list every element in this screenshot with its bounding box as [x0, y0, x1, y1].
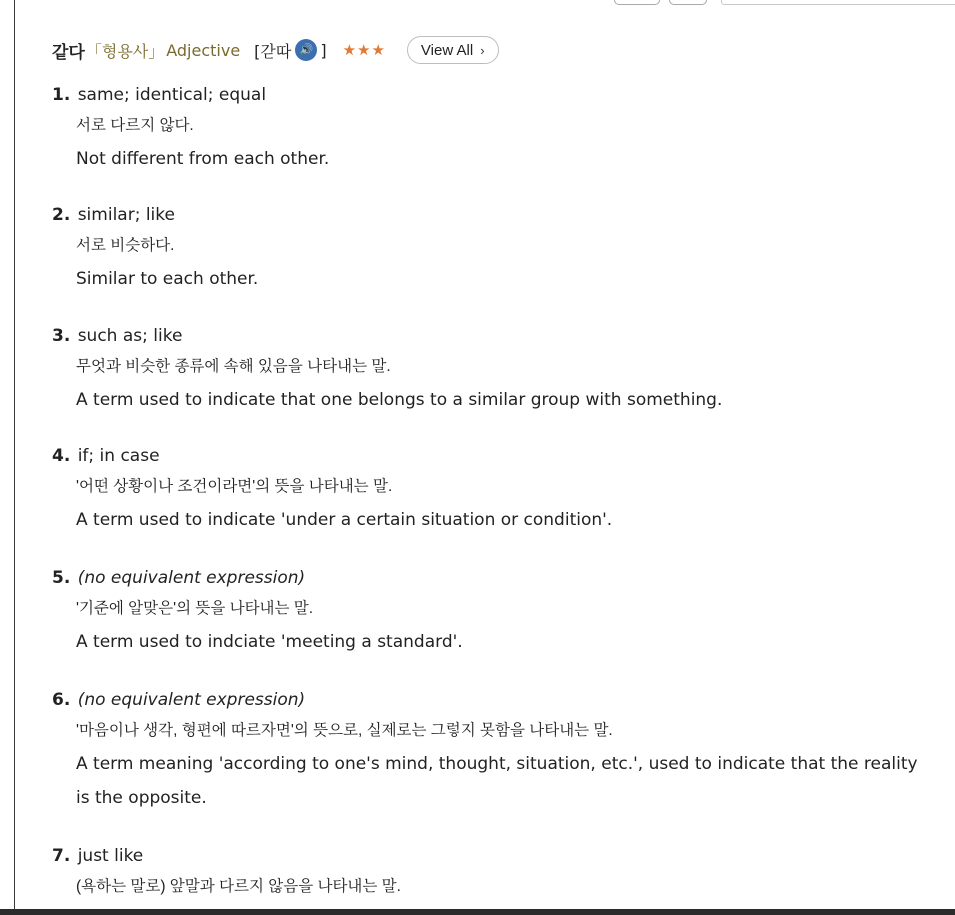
definition-english: A term used to indicate that one belongs to a similar group with something. [76, 390, 723, 410]
view-all-label: View All [420, 41, 474, 59]
definition-korean: 서로 다르지 않다. [76, 117, 194, 134]
pronunciation-text: [갇따 [254, 41, 292, 61]
definition-korean: (욕하는 말로) 앞말과 다르지 않음을 나타내는 말. [76, 878, 401, 895]
view-all-button[interactable] [407, 36, 499, 64]
sense-equivalent: (no equivalent expression) [77, 568, 306, 588]
sense-item [52, 203, 932, 296]
speaker-icon[interactable]: 🔊 [295, 39, 317, 61]
search-input[interactable] [721, 0, 955, 5]
sense-number: 5. [52, 568, 71, 588]
definition-english: Not different from each other. [76, 149, 330, 169]
bottom-border [0, 909, 955, 915]
sense-equivalent: similar; like [77, 205, 175, 225]
sense-number: 1. [52, 85, 71, 105]
definition-english: A term meaning 'according to one's mind, thought, situation, etc.', used to indicate that the reality is the opposite. [76, 754, 918, 808]
pronunciation-close: ] [320, 40, 327, 60]
sense-item [52, 444, 932, 537]
sense-equivalent: (no equivalent expression) [77, 690, 306, 710]
sense-equivalent: if; in case [77, 446, 160, 466]
pronunciation [254, 39, 326, 62]
vocabulary-level-stars: ★★★ [342, 41, 386, 59]
definition-korean: '마음이나 생각, 형편에 따르자면'의 뜻으로, 실제로는 그렇지 못함을 나타내는 말. [76, 722, 613, 739]
definition-english: Similar to each other. [76, 269, 259, 289]
sense-number: 4. [52, 446, 71, 466]
sense-number: 3. [52, 326, 71, 346]
definition-english: A term used to indciate 'meeting a standard'. [76, 632, 463, 652]
toolbar-button[interactable] [669, 0, 707, 5]
sense-item [52, 566, 932, 659]
sense-item [52, 844, 932, 902]
chevron-right-icon: › [480, 42, 485, 58]
definition-korean: '기준에 알맞은'의 뜻을 나타내는 말. [76, 600, 314, 617]
sense-number: 2. [52, 205, 71, 225]
entry-header [52, 36, 499, 64]
sense-number: 7. [52, 846, 71, 866]
sense-item [52, 688, 932, 815]
sense-equivalent: such as; like [77, 326, 183, 346]
sense-equivalent: just like [77, 846, 144, 866]
definition-korean: 무엇과 비슷한 종류에 속해 있음을 나타내는 말. [76, 358, 391, 375]
definition-english: A term used to indicate 'under a certain situation or condition'. [76, 510, 613, 530]
left-divider [14, 0, 15, 915]
sense-equivalent: same; identical; equal [77, 85, 267, 105]
part-of-speech-en: Adjective [166, 40, 241, 60]
sense-number: 6. [52, 690, 71, 710]
sense-item [52, 83, 932, 176]
toolbar-button[interactable] [614, 0, 660, 5]
sense-item [52, 324, 932, 417]
part-of-speech-ko: 「형용사」 [85, 41, 165, 61]
headword: 같다 [52, 42, 85, 63]
definition-korean: 서로 비슷하다. [76, 237, 175, 254]
definition-korean: '어떤 상황이나 조건이라면'의 뜻을 나타내는 말. [76, 478, 393, 495]
